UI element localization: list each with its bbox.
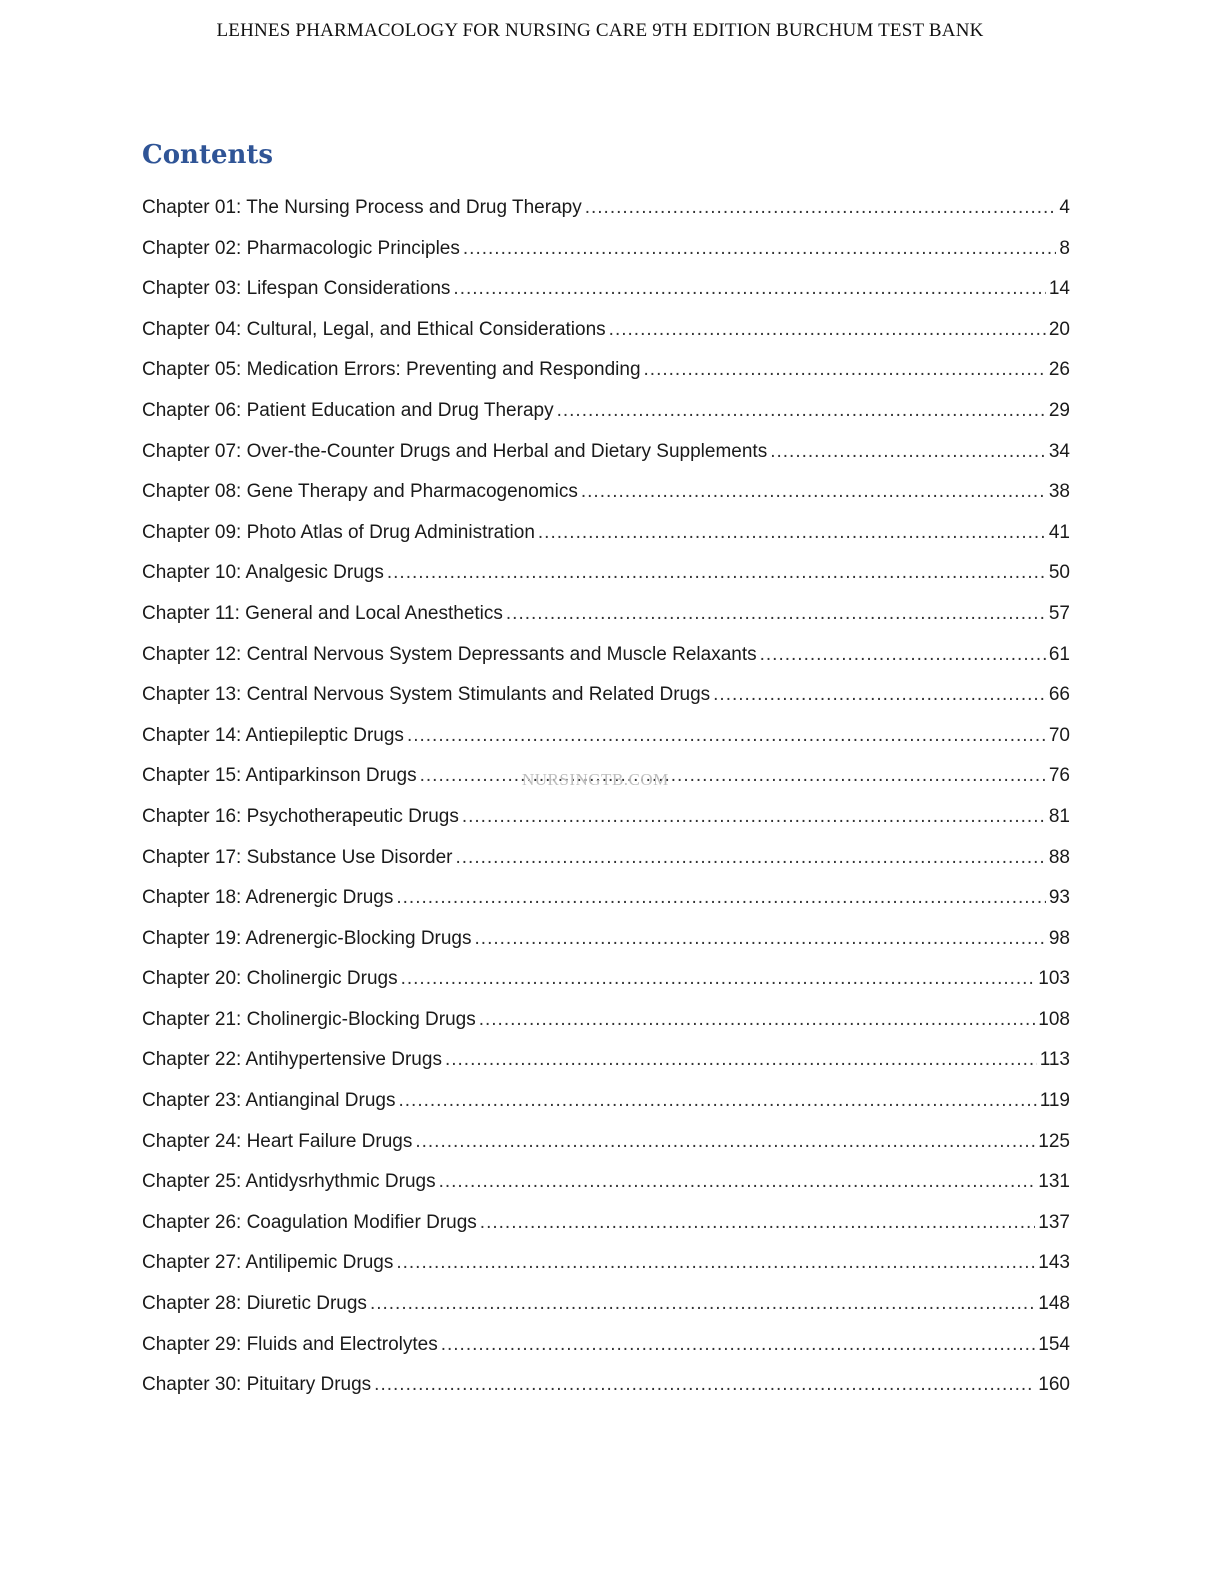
toc-entry[interactable]	[142, 847, 1070, 888]
toc-entry-page: 93	[1048, 887, 1070, 909]
dot-leader	[445, 1049, 1037, 1071]
dot-leader	[441, 1334, 1036, 1356]
dot-leader	[585, 197, 1057, 219]
toc-entry-label: Chapter 21: Cholinergic-Blocking Drugs	[142, 1008, 476, 1030]
toc-entry[interactable]	[142, 928, 1070, 969]
dot-leader	[760, 644, 1046, 666]
dot-leader	[415, 1131, 1035, 1153]
toc-entry-page: 34	[1048, 440, 1070, 462]
toc-entry[interactable]	[142, 1009, 1070, 1050]
toc-entry-page: 160	[1038, 1374, 1070, 1396]
toc-entry-page: 143	[1038, 1252, 1070, 1274]
dot-leader	[401, 968, 1036, 990]
dot-leader	[557, 400, 1046, 422]
toc-entry-label: Chapter 09: Photo Atlas of Drug Administration	[142, 521, 535, 543]
running-header: LEHNES PHARMACOLOGY FOR NURSING CARE 9TH EDITION BURCHUM TEST BANK	[216, 20, 984, 41]
dot-leader	[387, 562, 1046, 584]
toc-entry-label: Chapter 12: Central Nervous System Depressants and Muscle Relaxants	[142, 643, 757, 665]
toc-entry[interactable]	[142, 684, 1070, 725]
dot-leader	[370, 1293, 1035, 1315]
toc-entry-page: 137	[1038, 1211, 1070, 1233]
toc-entry-page: 125	[1038, 1130, 1070, 1152]
toc-entry[interactable]	[142, 481, 1070, 522]
toc-entry-page: 76	[1048, 765, 1070, 787]
toc-entry[interactable]	[142, 1252, 1070, 1293]
toc-entry[interactable]	[142, 644, 1070, 685]
toc-entry-label: Chapter 04: Cultural, Legal, and Ethical Considerations	[142, 318, 606, 340]
toc-entry-label: Chapter 30: Pituitary Drugs	[142, 1374, 372, 1396]
toc-entry-label: Chapter 26: Coagulation Modifier Drugs	[142, 1211, 477, 1233]
toc-entry[interactable]	[142, 887, 1070, 928]
toc-entry[interactable]	[142, 238, 1070, 279]
toc-entry-page: 113	[1039, 1049, 1070, 1071]
toc-entry[interactable]	[142, 1212, 1070, 1253]
toc-entry-page: 88	[1048, 846, 1070, 868]
toc-entry-label: Chapter 17: Substance Use Disorder	[142, 846, 453, 868]
toc-entry-page: 41	[1048, 521, 1070, 543]
toc-entry-label: Chapter 03: Lifespan Considerations	[142, 278, 451, 300]
toc-entry[interactable]	[142, 562, 1070, 603]
dot-leader	[480, 1212, 1036, 1234]
toc-entry[interactable]	[142, 1171, 1070, 1212]
toc-entry[interactable]	[142, 1334, 1070, 1375]
toc-entry-label: Chapter 23: Antianginal Drugs	[142, 1090, 396, 1112]
toc-entry[interactable]	[142, 1293, 1070, 1334]
watermark: NURSINGTB.COM	[522, 770, 669, 789]
toc-entry[interactable]	[142, 522, 1070, 563]
dot-leader	[538, 522, 1046, 544]
toc-entry-label: Chapter 06: Patient Education and Drug Therapy	[142, 399, 554, 421]
dot-leader	[456, 847, 1046, 869]
toc-entry-page: 26	[1048, 359, 1070, 381]
dot-leader	[479, 1009, 1036, 1031]
toc-entry[interactable]	[142, 1049, 1070, 1090]
toc-entry-label: Chapter 22: Antihypertensive Drugs	[142, 1049, 442, 1071]
dot-leader	[399, 1090, 1037, 1112]
dot-leader	[644, 359, 1046, 381]
toc-entry[interactable]	[142, 359, 1070, 400]
dot-leader	[453, 278, 1045, 300]
dot-leader	[475, 928, 1046, 950]
dot-leader	[420, 765, 1046, 787]
toc-entry-label: Chapter 01: The Nursing Process and Drug Therapy	[142, 197, 582, 218]
toc-entry[interactable]	[142, 968, 1070, 1009]
toc-entry[interactable]	[142, 278, 1070, 319]
toc-entry-label: Chapter 16: Psychotherapeutic Drugs	[142, 805, 459, 827]
dot-leader	[463, 238, 1057, 260]
dot-leader	[374, 1374, 1035, 1396]
toc-entry-label: Chapter 19: Adrenergic-Blocking Drugs	[142, 927, 472, 949]
toc-entry-page: 61	[1048, 643, 1070, 665]
toc-entry-label: Chapter 28: Diuretic Drugs	[142, 1293, 367, 1315]
dot-leader	[506, 603, 1046, 625]
toc-entry-page: 50	[1048, 562, 1070, 584]
toc-entry-label: Chapter 27: Antilipemic Drugs	[142, 1252, 394, 1274]
toc-entry-label: Chapter 18: Adrenergic Drugs	[142, 887, 394, 909]
toc-entry[interactable]	[142, 1090, 1070, 1131]
toc-entry[interactable]	[142, 1374, 1070, 1415]
toc-entry[interactable]	[142, 400, 1070, 441]
dot-leader	[396, 1252, 1035, 1274]
toc-entry[interactable]	[142, 1131, 1070, 1172]
toc-entry-page: 8	[1059, 237, 1070, 259]
dot-leader	[581, 481, 1046, 503]
toc-entry-label: Chapter 10: Analgesic Drugs	[142, 562, 384, 584]
toc-entry-label: Chapter 05: Medication Errors: Preventing and Responding	[142, 359, 641, 381]
toc-entry-label: Chapter 13: Central Nervous System Stimulants and Related Drugs	[142, 684, 711, 706]
toc-entry-label: Chapter 02: Pharmacologic Principles	[142, 237, 460, 259]
toc-entry-page: 57	[1048, 602, 1070, 624]
toc-entry-page: 38	[1048, 481, 1070, 503]
toc-entry-page: 108	[1038, 1008, 1070, 1030]
toc-entry-page: 103	[1038, 968, 1070, 990]
toc-entry-page: 131	[1038, 1171, 1070, 1193]
toc-entry-page: 70	[1048, 724, 1070, 746]
toc-entry-page: 98	[1048, 927, 1070, 949]
toc-entry[interactable]	[142, 603, 1070, 644]
toc-entry-label: Chapter 07: Over-the-Counter Drugs and Herbal and Dietary Supplements	[142, 440, 768, 462]
dot-leader	[713, 684, 1046, 706]
toc-entry-label: Chapter 29: Fluids and Electrolytes	[142, 1333, 438, 1355]
toc-entry-page: 29	[1048, 399, 1070, 421]
toc-entry-label: Chapter 24: Heart Failure Drugs	[142, 1130, 413, 1152]
toc-entry-page: 20	[1048, 318, 1070, 340]
toc-entry-page: 4	[1059, 197, 1070, 218]
toc-entry-label: Chapter 11: General and Local Anesthetics	[142, 602, 503, 624]
toc-entry-label: Chapter 14: Antiepileptic Drugs	[142, 724, 404, 746]
dot-leader	[439, 1171, 1036, 1193]
toc-entry-label: Chapter 25: Antidysrhythmic Drugs	[142, 1171, 436, 1193]
toc-entry[interactable]	[142, 319, 1070, 360]
toc-entry-page: 154	[1038, 1333, 1070, 1355]
toc-entry-page: 66	[1048, 684, 1070, 706]
toc-title: Contents	[142, 140, 274, 170]
dot-leader	[407, 725, 1046, 747]
dot-leader	[609, 319, 1046, 341]
toc-entry[interactable]	[142, 725, 1070, 766]
toc-entry-label: Chapter 15: Antiparkinson Drugs	[142, 765, 417, 787]
dot-leader	[396, 887, 1045, 909]
toc-entry-label: Chapter 20: Cholinergic Drugs	[142, 968, 398, 990]
toc-entry[interactable]	[142, 441, 1070, 482]
toc-entry-label: Chapter 08: Gene Therapy and Pharmacogenomics	[142, 481, 578, 503]
dot-leader	[770, 441, 1046, 463]
toc-entry-page: 119	[1039, 1090, 1070, 1112]
toc-entry-page: 148	[1038, 1293, 1070, 1315]
dot-leader	[462, 806, 1046, 828]
toc-entry-page: 81	[1048, 805, 1070, 827]
toc-entry[interactable]	[142, 806, 1070, 847]
toc-entry-page: 14	[1048, 278, 1070, 300]
toc-entry[interactable]	[142, 197, 1070, 238]
table-of-contents	[142, 197, 1070, 1415]
